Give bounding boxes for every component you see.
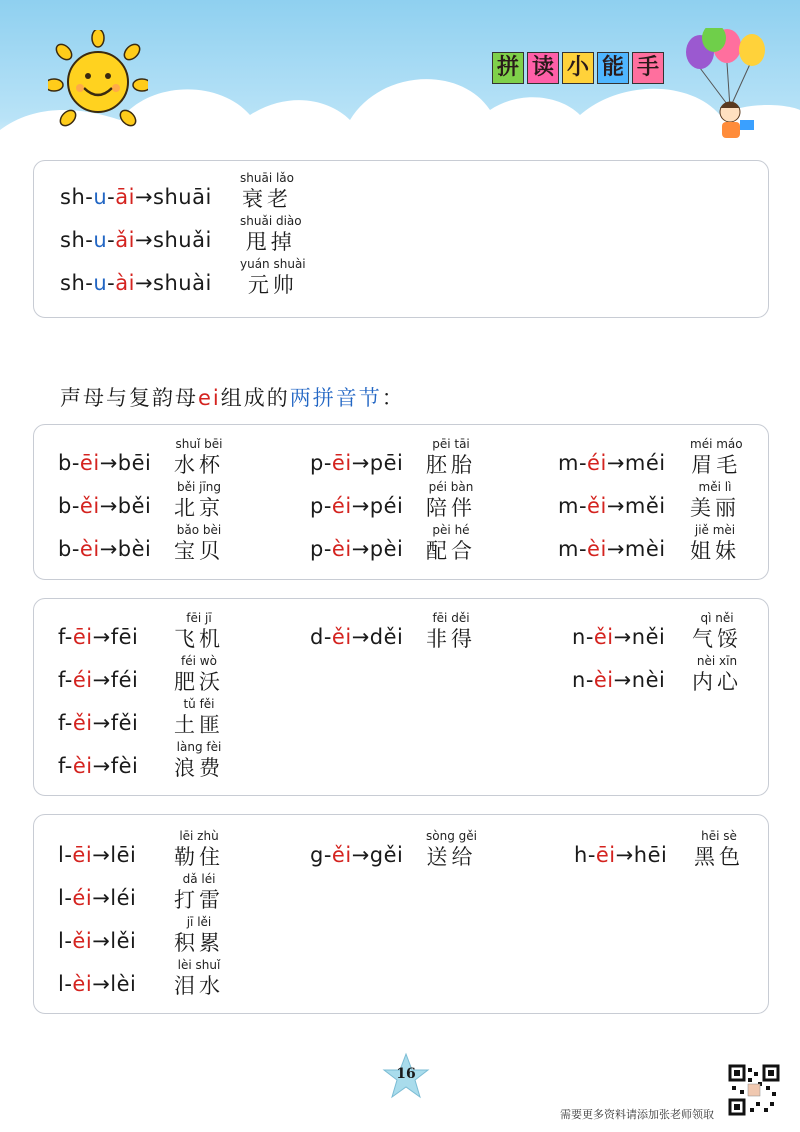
page-number: 16 (396, 1066, 416, 1082)
word-chars: 水杯 (174, 453, 224, 477)
word (694, 829, 744, 871)
syllable-spelling: m-èi→mèi (558, 537, 666, 561)
word (426, 480, 476, 522)
word-pinyin: jiě mèi (694, 523, 736, 537)
word-pinyin: méi máo (690, 437, 743, 451)
word (174, 480, 224, 522)
section-heading: 声母与复韵母ei组成的两拼音节： (60, 386, 405, 410)
word (174, 958, 224, 1000)
word-pinyin: jī lěi (186, 915, 212, 929)
syllable-spelling: l-ěi→lěi (58, 929, 137, 953)
word-pinyin: měi lì (698, 480, 732, 494)
shuai-box (33, 160, 769, 318)
word (174, 611, 224, 653)
word-chars: 肥沃 (174, 670, 224, 694)
word (426, 523, 476, 565)
syllable-spelling: sh-u-āi→shuāi (60, 185, 212, 209)
word (174, 523, 224, 565)
syllable-spelling: m-éi→méi (558, 451, 666, 475)
syllable-spelling: f-ěi→fěi (58, 711, 139, 735)
word-chars: 配合 (426, 539, 476, 563)
syllable-spelling: g-ěi→gěi (310, 843, 404, 867)
word-chars: 眉毛 (691, 453, 742, 477)
word-pinyin: féi wò (181, 654, 217, 668)
banner-title (492, 52, 664, 84)
word-pinyin: dǎ léi (182, 872, 216, 886)
syllable-spelling: l-ēi→lēi (58, 843, 137, 867)
word-pinyin: shuāi lǎo (240, 171, 294, 185)
word-pinyin: shuǎi diào (240, 214, 302, 228)
syllable-spelling: n-ěi→něi (572, 625, 666, 649)
footer-note: 需要更多资料请添加张老师领取 (560, 1108, 714, 1121)
word (174, 872, 224, 914)
word (692, 654, 742, 696)
fdn-box (33, 598, 769, 796)
word-chars: 土匪 (174, 713, 224, 737)
word (240, 257, 306, 299)
word (174, 697, 224, 739)
syllable-spelling: f-éi→féi (58, 668, 139, 692)
word (174, 437, 224, 479)
syllable-spelling: p-ēi→pēi (310, 451, 404, 475)
word-chars: 浪费 (174, 756, 224, 780)
word-pinyin: hēi sè (701, 829, 737, 843)
word-pinyin: péi bàn (428, 480, 474, 494)
word-pinyin: sòng gěi (426, 829, 477, 843)
word-pinyin: fēi jī (186, 611, 212, 625)
word (690, 523, 740, 565)
word-chars: 甩掉 (245, 230, 296, 254)
word-chars: 泪水 (174, 974, 224, 998)
banner-char: 读 (527, 52, 559, 84)
syllable-spelling: sh-u-ài→shuài (60, 271, 212, 295)
word (240, 214, 302, 256)
word (426, 611, 476, 653)
word-pinyin: làng fèi (176, 740, 222, 754)
syllable-spelling: b-ēi→bēi (58, 451, 152, 475)
banner-char: 拼 (492, 52, 524, 84)
banner-char: 小 (562, 52, 594, 84)
bpm-box (33, 424, 769, 580)
word-chars: 打雷 (174, 888, 224, 912)
word (174, 740, 224, 782)
word (174, 915, 224, 957)
sun-illustration (48, 30, 148, 130)
word (174, 654, 224, 696)
word-pinyin: yuán shuài (240, 257, 306, 271)
word-pinyin: shuǐ bēi (175, 437, 223, 451)
word-chars: 美丽 (690, 496, 740, 520)
syllable-spelling: d-ěi→děi (310, 625, 404, 649)
word-pinyin: běi jīng (176, 480, 222, 494)
word-chars: 宝贝 (174, 539, 224, 563)
banner-char: 能 (597, 52, 629, 84)
syllable-spelling: b-ěi→běi (58, 494, 152, 518)
word (426, 829, 477, 871)
syllable-spelling: n-èi→nèi (572, 668, 666, 692)
word-chars: 内心 (692, 670, 742, 694)
syllable-spelling: h-ēi→hēi (574, 843, 668, 867)
word-chars: 姐妹 (690, 539, 740, 563)
word (174, 829, 224, 871)
word-chars: 飞机 (174, 627, 224, 651)
word-pinyin: fēi děi (432, 611, 470, 625)
syllable-spelling: p-èi→pèi (310, 537, 404, 561)
word-chars: 衰老 (242, 187, 292, 211)
qr-code (728, 1064, 780, 1116)
word-pinyin: nèi xīn (696, 654, 738, 668)
word-chars: 送给 (426, 845, 477, 869)
word-chars: 元帅 (247, 273, 298, 297)
word-chars: 非得 (426, 627, 476, 651)
syllable-spelling: l-éi→léi (58, 886, 137, 910)
word-chars: 胚胎 (426, 453, 476, 477)
word (692, 611, 742, 653)
balloon-girl-illustration (672, 28, 782, 148)
word-pinyin: pēi tāi (432, 437, 470, 451)
word-chars: 北京 (174, 496, 224, 520)
word (690, 437, 743, 479)
syllable-spelling: f-èi→fèi (58, 754, 139, 778)
word-pinyin: lèi shuǐ (177, 958, 221, 972)
lgh-box (33, 814, 769, 1014)
word-pinyin: pèi hé (432, 523, 470, 537)
word-pinyin: qì něi (700, 611, 734, 625)
word-pinyin: tǔ fěi (183, 697, 215, 711)
word-chars: 勒住 (174, 845, 224, 869)
banner-char: 手 (632, 52, 664, 84)
word (426, 437, 476, 479)
syllable-spelling: sh-u-ǎi→shuǎi (60, 228, 212, 252)
word (690, 480, 740, 522)
syllable-spelling: m-ěi→měi (558, 494, 666, 518)
word-chars: 积累 (174, 931, 224, 955)
syllable-spelling: f-ēi→fēi (58, 625, 139, 649)
word (240, 171, 294, 213)
syllable-spelling: b-èi→bèi (58, 537, 152, 561)
syllable-spelling: p-éi→péi (310, 494, 404, 518)
syllable-spelling: l-èi→lèi (58, 972, 137, 996)
word-pinyin: lēi zhù (179, 829, 219, 843)
word-pinyin: bǎo bèi (176, 523, 222, 537)
word-chars: 陪伴 (426, 496, 476, 520)
word-chars: 气馁 (692, 627, 742, 651)
word-chars: 黑色 (694, 845, 744, 869)
